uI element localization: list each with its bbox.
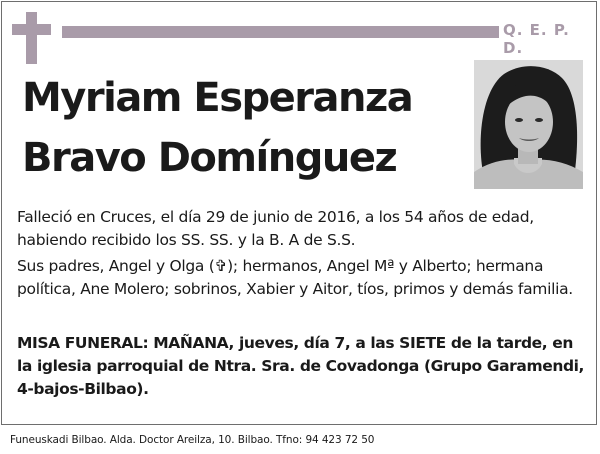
portrait-photo [474, 60, 583, 189]
qepd-label: Q. E. P. D. [503, 21, 570, 57]
header-rule [62, 26, 499, 38]
deceased-name-line2: Bravo Domínguez [22, 135, 397, 181]
deceased-name-line1: Myriam Esperanza [22, 75, 413, 121]
cross-icon [26, 12, 37, 64]
obituary-card [1, 1, 597, 425]
death-notice-paragraph: Falleció en Cruces, el día 29 de junio de 2016, a los 54 años de edad, habiendo recibido los SS. SS. y la B. A de S.S. [17, 208, 534, 249]
funeral-mass-paragraph: MISA FUNERAL: MAÑANA, jueves, día 7, a las SIETE de la tarde, en la iglesia parroquial de Ntra. Sra. de Covadonga (Grupo Garamendi, 4-bajos-Bilbao). [17, 334, 585, 398]
funeral-home-footer: Funeuskadi Bilbao. Alda. Doctor Areilza, 10. Bilbao. Tfno: 94 423 72 50 [10, 434, 375, 446]
family-paragraph: Sus padres, Angel y Olga (✞); hermanos, Angel Mª y Alberto; hermana política, Ane Molero; sobrinos, Xabier y Aitor, tíos, primos y demás familia. [17, 257, 573, 298]
cross-icon-bar [12, 24, 51, 35]
